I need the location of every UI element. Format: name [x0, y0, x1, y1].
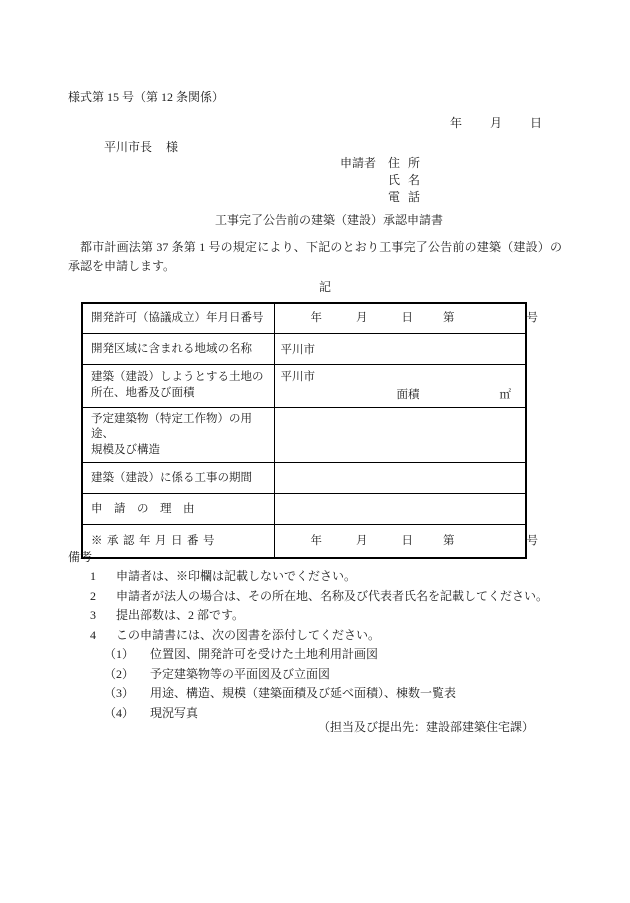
approval-month: 月 — [356, 534, 368, 547]
note-item — [68, 606, 588, 626]
application-table — [81, 302, 538, 559]
attachment-item — [68, 645, 588, 665]
applicant-label: 申請者 — [340, 156, 377, 170]
applicant-block — [340, 155, 430, 206]
row-label-approval-date: ※承認年月日番号 — [91, 534, 219, 547]
addressee-name: 平川市長 — [104, 140, 153, 154]
ki-mark: 記 — [318, 280, 331, 294]
approval-day: 日 — [401, 534, 413, 547]
table-cell-label — [82, 463, 274, 494]
table-row — [82, 303, 526, 333]
row-value-planned-building[interactable] — [275, 431, 526, 439]
land-city: 平川市 — [280, 370, 315, 383]
notes-section — [68, 548, 588, 723]
number-prefix: 第 — [443, 312, 455, 325]
applicant-field-address: 住所 — [388, 156, 429, 170]
form-code: 様式第 15 号（第 12 条関係） — [68, 90, 225, 104]
note-number: 2 — [90, 588, 96, 603]
header-date-year: 年 — [449, 116, 462, 130]
table-cell-value[interactable] — [274, 364, 526, 407]
table-row — [82, 333, 526, 364]
row-label-planned-building-line1: 予定建築物（特定工作物）の用途、 — [91, 412, 252, 440]
applicant-row-address — [340, 155, 430, 172]
row-label-planned-building — [83, 408, 274, 463]
attachment-number: （4） — [104, 705, 135, 720]
table-row — [82, 463, 526, 494]
table-cell-label — [82, 303, 274, 333]
row-label-land-location — [83, 366, 274, 405]
addressee — [104, 138, 178, 155]
row-label-land-location-line2: 所在、地番及び面積 — [91, 386, 195, 399]
note-number: 1 — [90, 569, 96, 583]
table-cell-label — [82, 407, 274, 463]
date-month: 月 — [356, 312, 368, 325]
row-label-permit-date: 開発許可（協議成立）年月日番号 — [91, 312, 264, 325]
applicant-row-name — [340, 172, 430, 189]
applicant-field-phone: 電話 — [388, 190, 429, 204]
table-cell-label — [82, 494, 274, 525]
header-date-month: 月 — [489, 116, 502, 130]
row-value-area-name[interactable]: 平川市 — [280, 343, 315, 356]
table-cell-value[interactable] — [274, 407, 526, 463]
table-cell-value[interactable] — [274, 333, 526, 364]
row-label-planned-building-line2: 規模及び構造 — [91, 443, 160, 456]
approval-number-prefix: 第 — [443, 534, 455, 547]
attachment-text: 予定建築物等の平面図及び立面図 — [150, 666, 331, 681]
table-row — [82, 494, 526, 525]
table-cell-value[interactable] — [274, 463, 526, 494]
document-title: 工事完了公告前の建築（建設）承認申請書 — [214, 213, 443, 227]
approval-year: 年 — [310, 534, 322, 547]
row-label-area-name: 開発区域に含まれる地域の名称 — [91, 342, 252, 355]
area-label: 面積 — [396, 388, 420, 401]
note-text: 申請者が法人の場合は、その所在地、名称及び代表者氏名を記載してください。 — [116, 588, 549, 603]
applicant-field-name: 氏名 — [388, 173, 429, 187]
attachment-item — [68, 684, 588, 704]
applicant-row-phone — [340, 189, 430, 206]
row-label-construction-period: 建築（建設）に係る工事の期間 — [91, 472, 252, 484]
note-item — [68, 567, 588, 587]
note-text: 申請者は、※印欄は記載しないでください。 — [116, 569, 357, 583]
row-value-permit-date[interactable] — [275, 306, 538, 330]
note-number: 3 — [90, 608, 96, 622]
area-line — [281, 387, 518, 403]
table-cell-label — [82, 364, 274, 407]
attachment-text: 位置図、開発許可を受けた土地利用計画図 — [150, 647, 379, 661]
header-date-line — [450, 114, 542, 131]
body-paragraph: 都市計画法第 37 条第 1 号の規定により、下記のとおり工事完了公告前の建築（建設）の承認を申請します。 — [68, 240, 562, 273]
attachment-number: （3） — [104, 686, 135, 700]
area-unit: ㎡ — [499, 388, 511, 401]
date-day: 日 — [401, 312, 413, 325]
attachment-number: （1） — [104, 647, 135, 661]
date-number-line — [281, 310, 538, 326]
table-cell-label — [82, 333, 274, 364]
date-year: 年 — [310, 312, 322, 325]
note-number: 4 — [90, 627, 96, 642]
row-label-application-reason: 申請の理由 — [91, 503, 206, 515]
notes-title: 備考 — [68, 550, 93, 564]
table-cell-value[interactable] — [274, 303, 538, 333]
table-cell-value[interactable] — [274, 494, 526, 525]
row-value-land-location[interactable] — [275, 365, 526, 407]
note-text: この申請書には、次の図書を添付してください。 — [116, 627, 381, 642]
note-text: 提出部数は、2 部です。 — [116, 608, 245, 622]
row-label-land-location-line1: 建築（建設）しようとする土地の — [91, 371, 264, 383]
attachment-item — [68, 665, 588, 685]
note-item — [68, 626, 588, 646]
row-value-construction-period[interactable] — [275, 474, 526, 482]
contact-footer: （担当及び提出先：建設部建築住宅課） — [317, 720, 534, 734]
header-date-day: 日 — [529, 116, 542, 130]
attachment-text: 現況写真 — [150, 705, 199, 720]
attachment-number: （2） — [104, 666, 135, 681]
row-value-application-reason[interactable] — [275, 505, 526, 513]
table-row — [82, 364, 526, 407]
approval-date-number-line — [281, 533, 538, 549]
addressee-honorific: 様 — [166, 140, 179, 154]
attachment-text: 用途、構造、規模（建築面積及び延べ面積）、棟数一覧表 — [150, 686, 457, 700]
note-item — [68, 587, 588, 607]
approval-number-suffix: 号 — [526, 534, 538, 547]
table-row — [82, 407, 526, 463]
number-suffix: 号 — [526, 312, 538, 325]
